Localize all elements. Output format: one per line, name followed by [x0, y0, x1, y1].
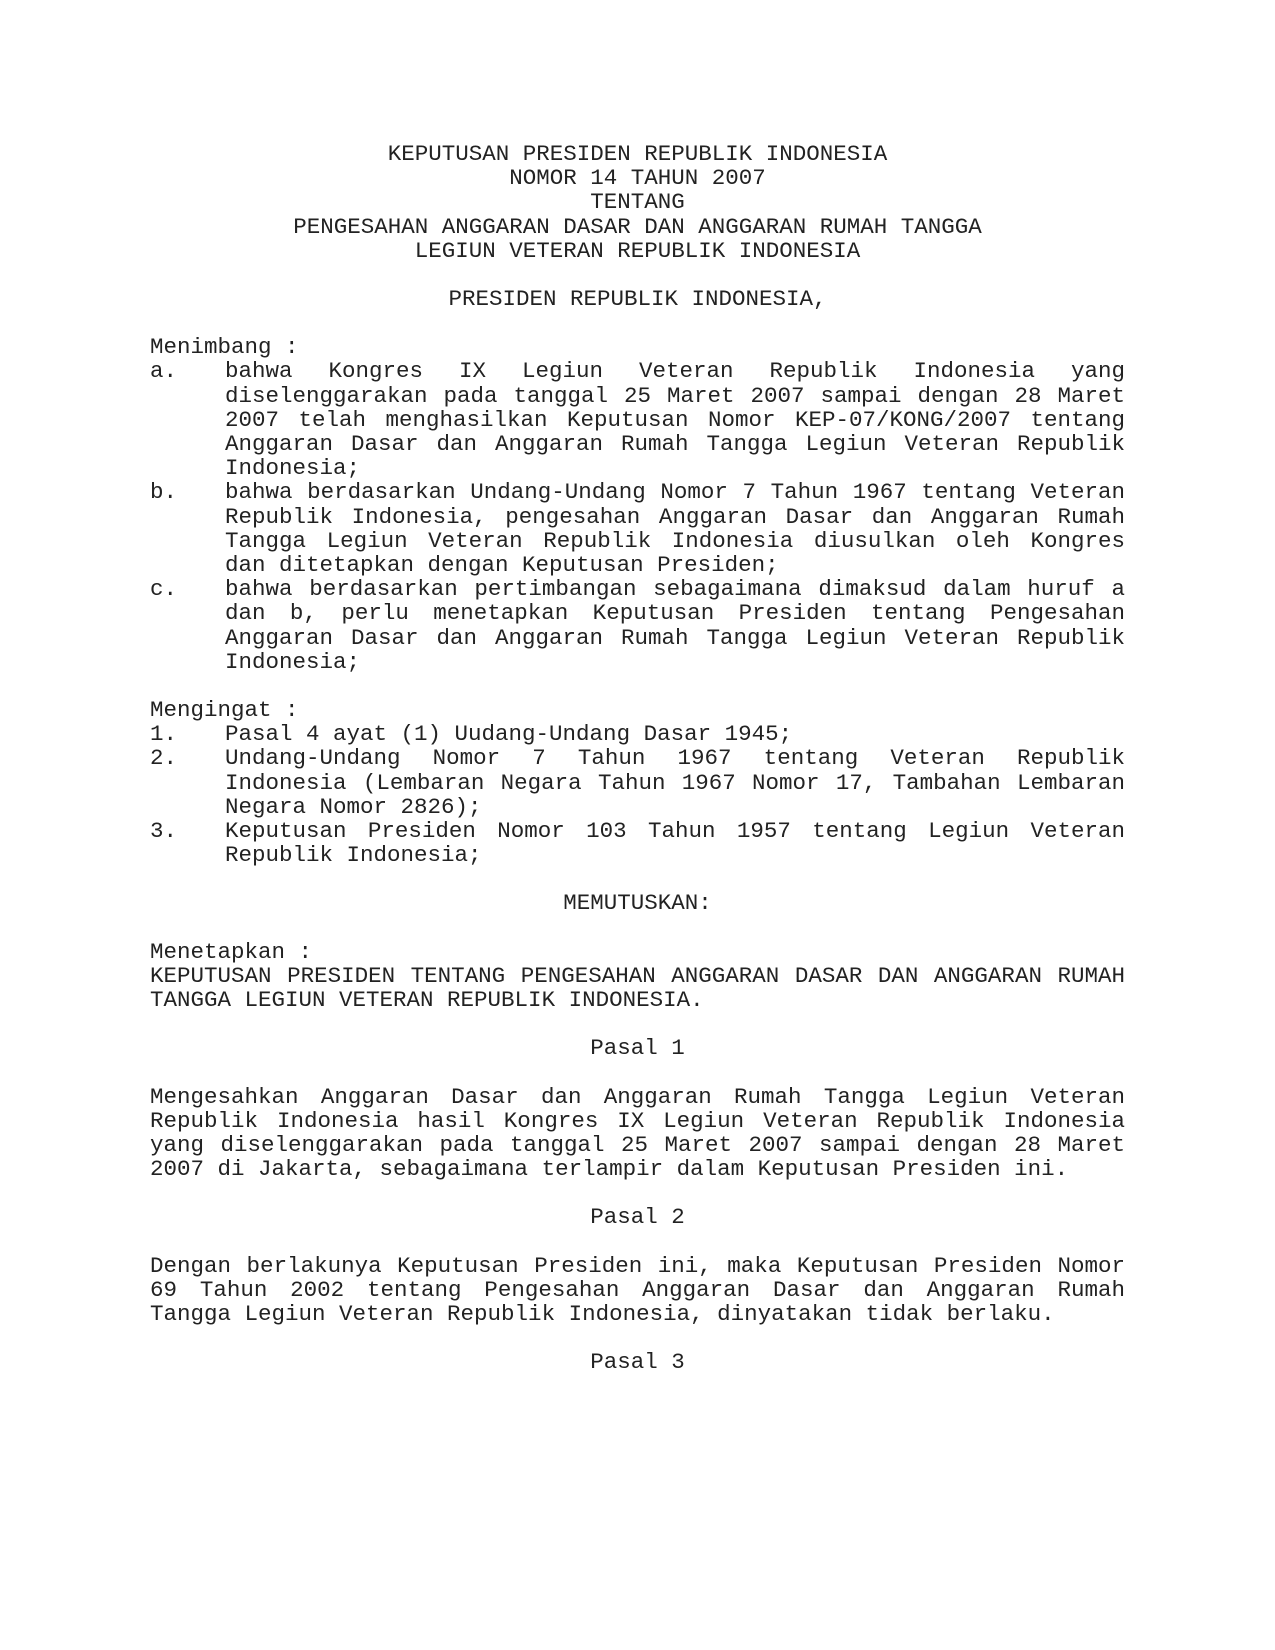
- list-text: bahwa berdasarkan Undang-Undang Nomor 7 Tahun 1967 tentang Veteran Republik Indonesia, pengesahan Anggaran Dasar dan Anggaran Rumah Tangga Legiun Veteran Republik Indonesia diusulkan oleh Kongres dan ditetapkan dengan Keputusan Presiden;: [225, 479, 1125, 579]
- list-text: Undang-Undang Nomor 7 Tahun 1967 tentang Veteran Republik Indonesia (Lembaran Negara Tahun 1967 Nomor 17, Tambahan Lembaran Negara Nomor 2826);: [225, 745, 1125, 820]
- list-item: [150, 722, 1125, 746]
- menimbang-label: Menimbang :: [150, 334, 299, 361]
- document-page: [150, 142, 1125, 1374]
- list-text: bahwa berdasarkan pertimbangan sebagaimana dimaksud dalam huruf a dan b, perlu menetapkan Keputusan Presiden tentang Pengesahan Anggaran Dasar dan Anggaran Rumah Tangga Legiun Veteran Republik Indonesia;: [225, 576, 1125, 675]
- list-marker: 1.: [150, 721, 178, 748]
- list-item: [150, 480, 1125, 577]
- menimbang-section: [150, 335, 1125, 674]
- list-marker: 3.: [150, 818, 178, 845]
- menetapkan-text: KEPUTUSAN PRESIDEN TENTANG PENGESAHAN ANGGARAN DASAR DAN ANGGARAN RUMAH TANGGA LEGIUN VETERAN REPUBLIK INDONESIA.: [150, 962, 1125, 1014]
- president-heading: PRESIDEN REPUBLIK INDONESIA,: [448, 286, 827, 313]
- mengingat-section: [150, 698, 1125, 867]
- list-item: [150, 577, 1125, 674]
- list-marker: b.: [150, 479, 178, 506]
- menetapkan-label: Menetapkan :: [150, 938, 313, 965]
- pasal-2-text: Dengan berlakunya Keputusan Presiden ini, maka Keputusan Presiden Nomor 69 Tahun 2002 tentang Pengesahan Anggaran Dasar dan Anggaran Rumah Tangga Legiun Veteran Republik Indonesia, dinyatakan tidak berlaku.: [150, 1252, 1125, 1327]
- title-line-2: NOMOR 14 TAHUN 2007: [509, 165, 766, 192]
- title-line-5: LEGIUN VETERAN REPUBLIK INDONESIA: [414, 237, 861, 264]
- menetapkan-section: [150, 940, 1125, 1013]
- memutuskan-heading: MEMUTUSKAN:: [563, 890, 712, 917]
- document-title-block: [150, 142, 1125, 263]
- list-text: Pasal 4 ayat (1) Uudang-Undang Dasar 1945;: [225, 721, 793, 748]
- pasal-3-heading: Pasal 3: [590, 1349, 685, 1376]
- list-marker: a.: [150, 358, 178, 385]
- mengingat-label: Mengingat :: [150, 697, 299, 724]
- list-marker: 2.: [150, 745, 178, 772]
- title-line-4: PENGESAHAN ANGGARAN DASAR DAN ANGGARAN RUMAH TANGGA: [293, 213, 982, 240]
- list-text: Keputusan Presiden Nomor 103 Tahun 1957 tentang Legiun Veteran Republik Indonesia;: [225, 818, 1125, 869]
- title-line-1: KEPUTUSAN PRESIDEN REPUBLIK INDONESIA: [387, 141, 888, 167]
- list-item: [150, 359, 1125, 480]
- pasal-2-heading: Pasal 2: [590, 1204, 685, 1231]
- list-text: bahwa Kongres IX Legiun Veteran Republik Indonesia yang diselenggarakan pada tanggal 25 Maret 2007 sampai dengan 28 Maret 2007 telah menghasilkan Keputusan Nomor KEP-07/KONG/2007 tentang Anggaran Dasar dan Anggaran Rumah Tangga Legiun Veteran Republik Indonesia;: [225, 358, 1125, 482]
- list-marker: c.: [150, 576, 178, 603]
- pasal-1-text: Mengesahkan Anggaran Dasar dan Anggaran Rumah Tangga Legiun Veteran Republik Indonesia hasil Kongres IX Legiun Veteran Republik Indonesia yang diselenggarakan pada tanggal 25 Maret 2007 sampai dengan 28 Maret 2007 di Jakarta, sebagaimana terlampir dalam Keputusan Presiden ini.: [150, 1083, 1125, 1183]
- list-item: [150, 819, 1125, 867]
- pasal-1-heading: Pasal 1: [590, 1035, 685, 1062]
- list-item: [150, 746, 1125, 819]
- title-line-3: TENTANG: [590, 189, 685, 216]
